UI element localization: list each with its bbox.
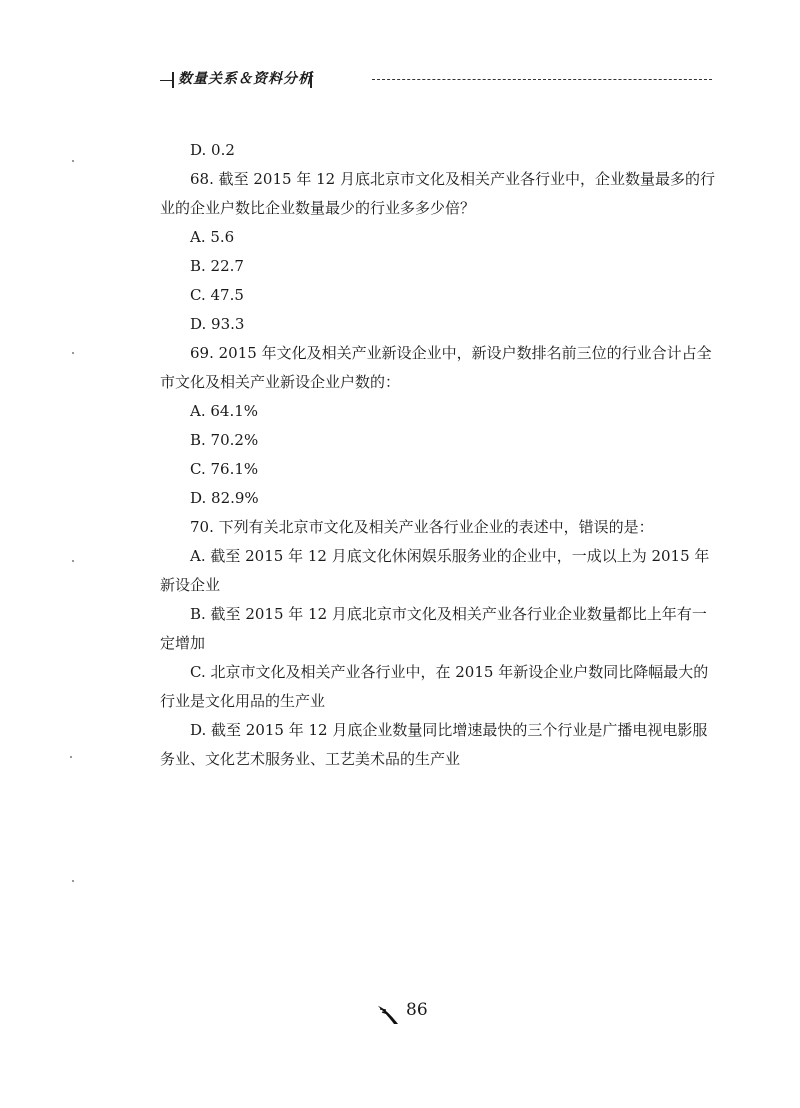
question-69-stem: 69. 2015 年文化及相关产业新设企业中，新设户数排名前三位的行业合计占全市文化及相关产业新设企业户数的： [160,344,712,391]
question-content [160,136,720,774]
option-70-b: B. 截至 2015 年 12 月底北京市文化及相关产业各行业企业数量都比上年有一定增加 [160,605,707,652]
header-dash [160,80,172,81]
header-rule [372,79,712,80]
scan-speck [72,880,74,882]
page-number: 86 [406,1000,428,1020]
option-70-a: A. 截至 2015 年 12 月底文化休闲娱乐服务业的企业中，一成以上为 2015 年新设企业 [160,547,710,594]
question-68-stem: 68. 截至 2015 年 12 月底北京市文化及相关产业各行业中，企业数量最多的行业的企业户数比企业数量最少的行业多多少倍？ [160,170,715,217]
option-68-a: A. 5.6 [190,228,235,246]
scan-speck [72,160,74,162]
option-69-b: B. 70.2% [190,431,259,449]
header-title: 数量关系＆资料分析 [178,71,313,87]
header-left-bar [172,72,174,88]
question-70-stem: 70. 下列有关北京市文化及相关产业各行业企业的表述中，错误的是： [190,518,654,536]
scan-speck [70,756,72,758]
option-70-d: D. 截至 2015 年 12 月底企业数量同比增速最快的三个行业是广播电视电影服务业、文化艺术服务业、工艺美术品的生产业 [160,721,708,768]
scan-speck [72,560,74,562]
header-right-bar [310,72,312,88]
option-68-b: B. 22.7 [190,257,244,275]
option-68-d: D. 93.3 [190,315,245,333]
option-70-c: C. 北京市文化及相关产业各行业中，在 2015 年新设企业户数同比降幅最大的行业是文化用品的生产业 [160,663,709,710]
scan-speck [72,352,74,354]
option-69-a: A. 64.1% [190,402,259,420]
running-header [160,66,712,106]
option-68-c: C. 47.5 [190,286,244,304]
option-69-d: D. 82.9% [190,489,259,507]
page-footer [376,1000,456,1030]
option-67-d: D. 0.2 [190,141,235,159]
quill-pen-icon [376,1002,402,1028]
option-69-c: C. 76.1% [190,460,259,478]
